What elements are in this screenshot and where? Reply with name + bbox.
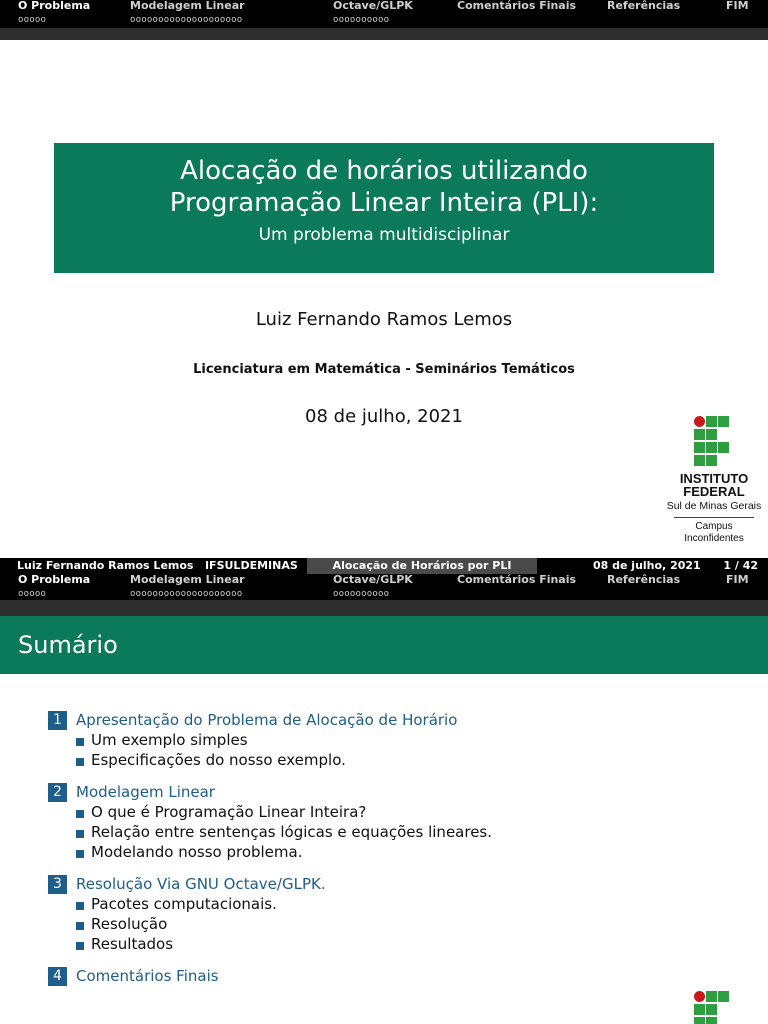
section-number: 3	[48, 875, 67, 894]
author-name: Luiz Fernando Ramos Lemos	[255, 309, 513, 330]
section-number: 2	[48, 783, 67, 802]
nav2-section-comentarios-finais[interactable]: Comentários Finais	[457, 573, 577, 586]
toc-section-link[interactable]: Apresentação do Problema de Alocação de Horário	[76, 711, 458, 729]
toc-subsection-link[interactable]: O que é Programação Linear Inteira?	[91, 803, 367, 821]
logo-mark-icon	[694, 991, 734, 1024]
frame-title-bar	[0, 616, 768, 674]
nav2-section-o-problema[interactable]: O Problema	[18, 573, 91, 586]
nav2-section-fim[interactable]: FIM	[726, 573, 749, 586]
logo-mark-icon	[694, 416, 734, 466]
toc-section-link[interactable]: Comentários Finais	[76, 967, 219, 985]
bullet-icon	[76, 758, 84, 766]
toc-subsection-link[interactable]: Modelando nosso problema.	[91, 843, 303, 861]
nav-dots-octave-glpk[interactable]: oooooooooo	[333, 15, 390, 25]
toc-section-link[interactable]: Modelagem Linear	[76, 783, 215, 801]
title-line-2: Programação Linear Inteira (PLI):	[169, 188, 599, 218]
toc-subsection-link[interactable]: Pacotes computacionais.	[91, 895, 277, 913]
toc-subsection-link[interactable]: Um exemplo simples	[91, 731, 248, 749]
logo-divider	[674, 517, 754, 518]
section-number: 1	[48, 711, 67, 730]
toc-subsection-link[interactable]: Especificações do nosso exemplo.	[91, 751, 346, 769]
nav-section-modelagem-linear[interactable]: Modelagem Linear	[130, 0, 245, 12]
toc-section-link[interactable]: Resolução Via GNU Octave/GLPK.	[76, 875, 326, 893]
toc-section	[48, 710, 648, 770]
nav2-dots-o-problema[interactable]: ooooo	[18, 589, 47, 599]
bullet-icon	[76, 922, 84, 930]
bullet-icon	[76, 810, 84, 818]
nav2-dots-modelagem-linear[interactable]: oooooooooooooooooooo	[130, 589, 243, 599]
bullet-icon	[76, 830, 84, 838]
header-divider-2	[0, 600, 768, 616]
nav-section-referencias[interactable]: Referências	[607, 0, 681, 12]
bullet-icon	[76, 902, 84, 910]
footer-page-number: 1 / 42	[723, 559, 758, 572]
title-block	[54, 143, 714, 273]
footer-short-title: Alocação de Horários por PLI	[307, 558, 537, 574]
header-divider	[0, 28, 768, 40]
second-navigation-bar	[0, 574, 768, 600]
logo-region: Sul de Minas Gerais	[666, 500, 762, 512]
logo-instituto: INSTITUTO	[679, 471, 749, 486]
table-of-contents	[48, 710, 648, 998]
footer-date: 08 de julho, 2021	[593, 559, 701, 572]
nav2-section-referencias[interactable]: Referências	[607, 573, 681, 586]
section-number: 4	[48, 967, 67, 986]
nav2-dots-octave-glpk[interactable]: oooooooooo	[333, 589, 390, 599]
toc-section	[48, 782, 648, 862]
footer-author: Luiz Fernando Ramos Lemos	[17, 559, 194, 572]
logo-campus-name: Inconfidentes	[684, 533, 744, 544]
bullet-icon	[76, 738, 84, 746]
bullet-icon	[76, 942, 84, 950]
title-line-1: Alocação de horários utilizando	[180, 156, 588, 186]
subtitle: Um problema multidisciplinar	[258, 225, 510, 245]
bullet-icon	[76, 850, 84, 858]
nav-section-comentarios-finais[interactable]: Comentários Finais	[457, 0, 577, 12]
toc-subsection-link[interactable]: Resolução	[91, 915, 168, 933]
presentation-date: 08 de julho, 2021	[305, 406, 463, 427]
logo-federal: FEDERAL	[683, 484, 745, 499]
logo-campus: Campus	[695, 521, 733, 532]
nav-dots-o-problema[interactable]: ooooo	[18, 15, 47, 25]
slide-footer	[0, 558, 768, 574]
footer-institution: IFSULDEMINAS	[204, 559, 298, 572]
nav2-section-modelagem-linear[interactable]: Modelagem Linear	[130, 573, 245, 586]
footer-author-block	[0, 558, 307, 574]
nav-section-fim[interactable]: FIM	[726, 0, 749, 12]
frame-title: Sumário	[18, 631, 118, 659]
nav2-section-octave-glpk[interactable]: Octave/GLPK	[333, 573, 413, 586]
nav-section-o-problema[interactable]: O Problema	[18, 0, 91, 12]
toc-subsection-link[interactable]: Resultados	[91, 935, 174, 953]
toc-section	[48, 966, 648, 986]
nav-dots-modelagem-linear[interactable]: oooooooooooooooooooo	[130, 15, 243, 25]
institute-line: Licenciatura em Matemática - Seminários Temáticos	[193, 362, 575, 377]
institution-logo	[660, 416, 768, 545]
nav-section-octave-glpk[interactable]: Octave/GLPK	[333, 0, 413, 12]
top-navigation-bar	[0, 0, 768, 28]
toc-subsection-link[interactable]: Relação entre sentenças lógicas e equações lineares.	[91, 823, 493, 841]
toc-section	[48, 874, 648, 954]
footer-date-block	[537, 558, 768, 574]
